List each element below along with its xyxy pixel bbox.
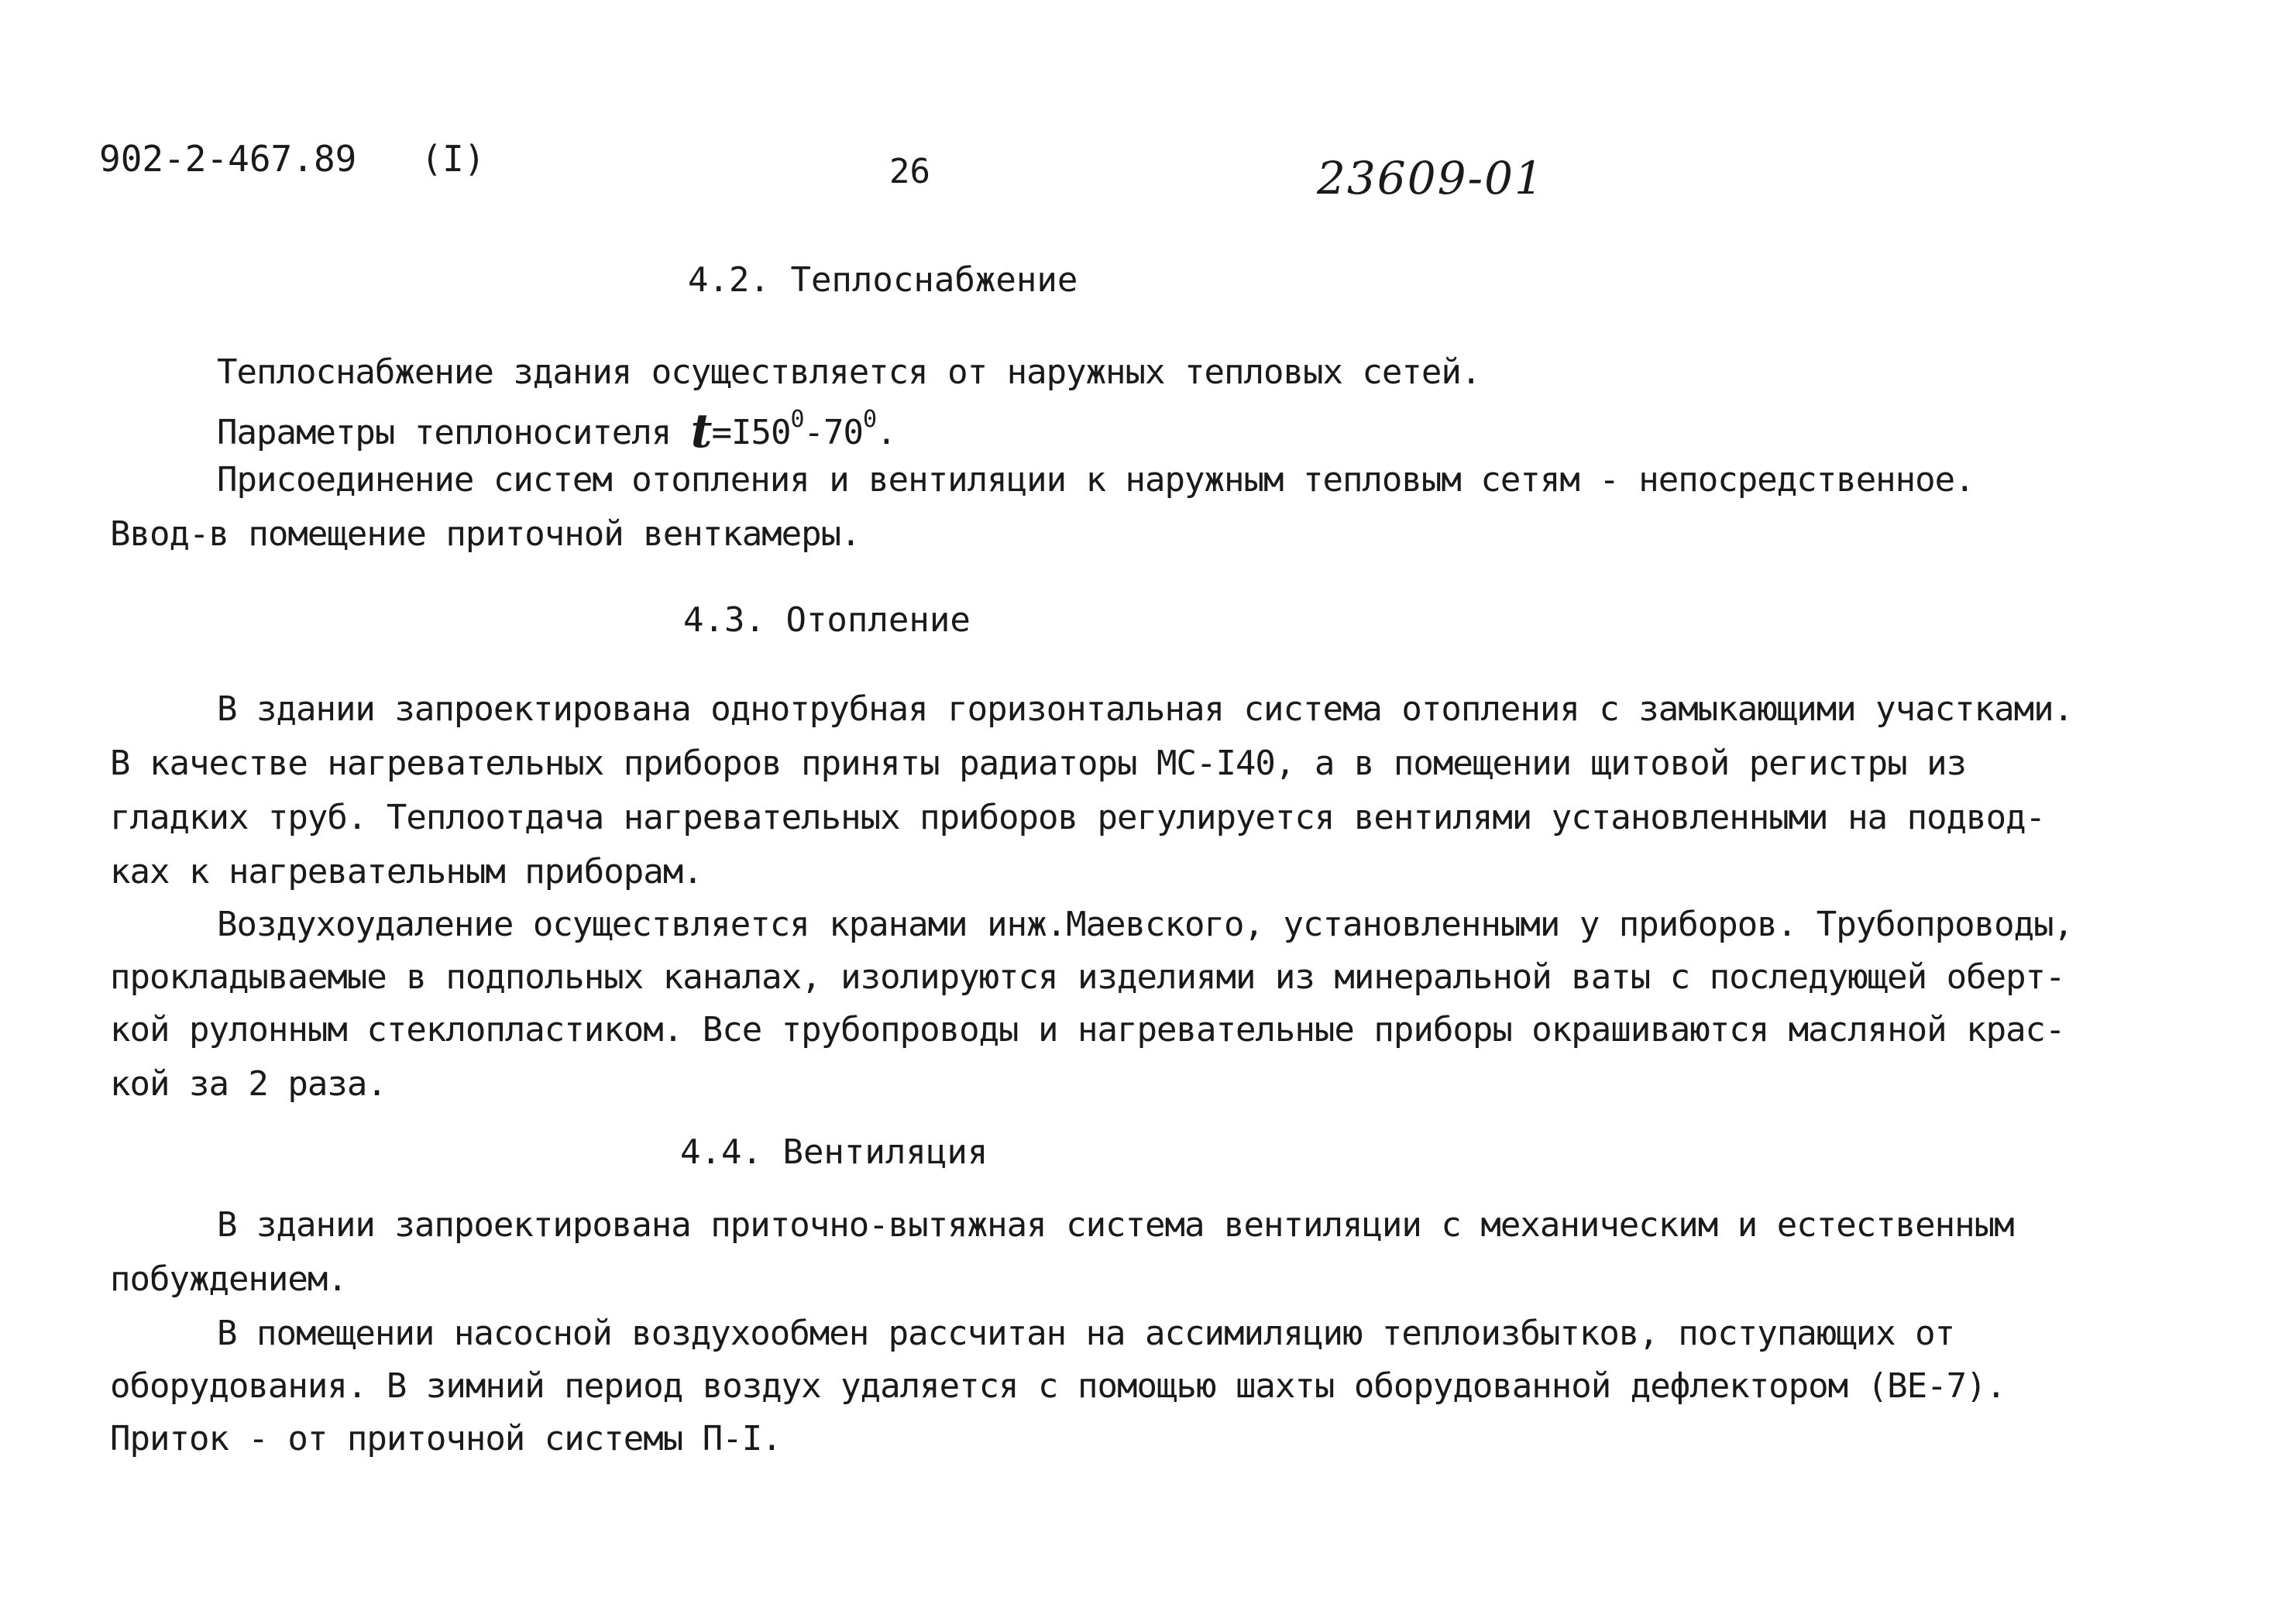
paragraph-line: побуждением.	[110, 1259, 347, 1299]
temperature-value-1: =I50	[711, 413, 791, 452]
text-fragment: Параметры теплоносителя	[217, 413, 691, 452]
section-title-heat-supply: 4.2. Теплоснабжение	[688, 260, 1078, 300]
paragraph-line: Приток - от приточной системы П-I.	[110, 1419, 782, 1458]
paragraph-line: Присоединение систем отопления и вентиляции к наружным тепловым сетям - непосредственное.	[217, 460, 1975, 500]
text-fragment: .	[876, 413, 896, 452]
paragraph-line: В помещении насосной воздухообмен рассчитан на ассимиляцию теплоизбытков, поступающих от	[217, 1314, 1955, 1353]
paragraph-line: В качестве нагревательных приборов приняты радиаторы МС-I40, а в помещении щитовой регистры из	[110, 744, 1967, 783]
handwritten-inventory-number: 23609-01	[1317, 152, 1545, 204]
section-title-ventilation: 4.4. Вентиляция	[680, 1132, 988, 1172]
degree-sign: 0	[863, 406, 877, 433]
page-number: 26	[889, 152, 930, 191]
paragraph-line-parameters	[217, 404, 896, 459]
temperature-value-2: -70	[803, 413, 863, 452]
document-code: 902-2-467.89 (I)	[99, 138, 486, 180]
paragraph-line: прокладываемые в подпольных каналах, изолируются изделиями из минеральной ваты с последующей оберт-	[110, 957, 2065, 997]
paragraph-line: В здании запроектирована приточно-вытяжная система вентиляции с механическим и естественным	[217, 1205, 2014, 1245]
paragraph-line: Воздухоудаление осуществляется кранами инж.Маевского, установленными у приборов. Трубопроводы,	[217, 905, 2074, 944]
temperature-symbol: t	[690, 404, 712, 459]
degree-sign: 0	[790, 406, 804, 433]
paragraph-line: Теплоснабжение здания осуществляется от наружных тепловых сетей.	[217, 352, 1481, 392]
paragraph-line: В здании запроектирована однотрубная горизонтальная система отопления с замыкающими участками.	[217, 689, 2074, 729]
paragraph-line: ках к нагревательным приборам.	[110, 852, 703, 892]
paragraph-line: кой рулонным стеклопластиком. Все трубопроводы и нагревательные приборы окрашиваются масляной крас-	[110, 1010, 2065, 1050]
section-title-heating: 4.3. Отопление	[683, 600, 971, 640]
paragraph-line: гладких труб. Теплоотдача нагревательных приборов регулируется вентилями установленными на подвод-	[110, 798, 2046, 837]
paragraph-line: оборудования. В зимний период воздух удаляется с помощью шахты оборудованной дефлектором (ВЕ-7).	[110, 1366, 2006, 1406]
paragraph-line: Ввод-в помещение приточной венткамеры.	[110, 514, 861, 554]
paragraph-line: кой за 2 раза.	[110, 1064, 387, 1104]
